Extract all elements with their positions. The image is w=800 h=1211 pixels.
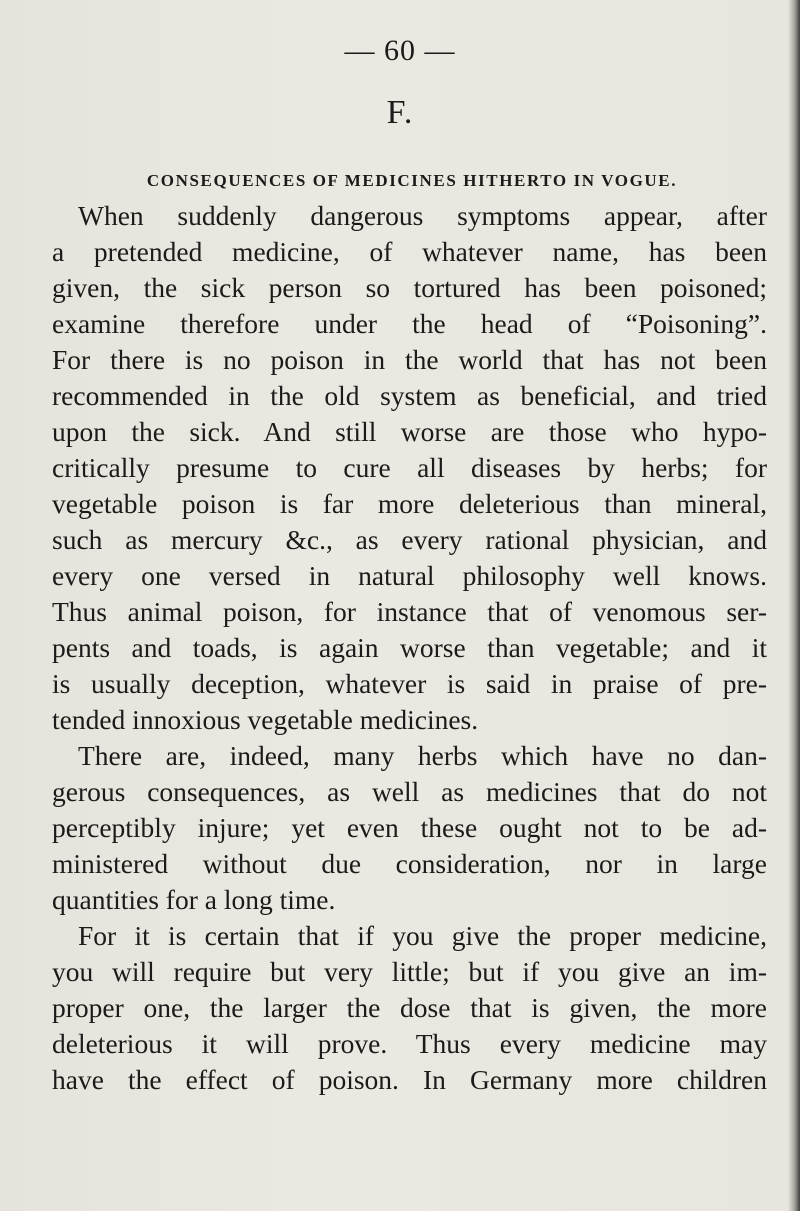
text-line: perceptibly injure; yet even these ought not to be ad- bbox=[52, 812, 767, 843]
text-line: such as mercury &c., as every rational physician, and bbox=[52, 524, 767, 555]
body-text bbox=[52, 198, 767, 1098]
text-line: pents and toads, is again worse than vegetable; and it bbox=[52, 632, 767, 663]
text-line: When suddenly dangerous symptoms appear, after bbox=[78, 200, 767, 231]
text-line: recommended in the old system as beneficial, and tried bbox=[52, 380, 767, 411]
text-line: have the effect of poison. In Germany more children bbox=[52, 1064, 767, 1095]
text-line: every one versed in natural philosophy well knows. bbox=[52, 560, 767, 591]
text-line: given, the sick person so tortured has been poisoned; bbox=[52, 272, 767, 303]
text-line: For it is certain that if you give the proper medicine, bbox=[78, 920, 767, 951]
text-line: gerous consequences, as well as medicines that do not bbox=[52, 776, 767, 807]
text-line: deleterious it will prove. Thus every medicine may bbox=[52, 1028, 767, 1059]
text-line: critically presume to cure all diseases by herbs; for bbox=[52, 452, 767, 483]
text-line: upon the sick. And still worse are those who hypo- bbox=[52, 416, 767, 447]
page-edge-shadow bbox=[788, 0, 800, 1211]
section-letter: F. bbox=[386, 94, 414, 131]
text-line: you will require but very little; but if you give an im- bbox=[52, 956, 767, 987]
text-line: vegetable poison is far more deleterious than mineral, bbox=[52, 488, 767, 519]
text-line: Thus animal poison, for instance that of venomous ser- bbox=[52, 596, 767, 627]
section-heading: CONSEQUENCES OF MEDICINES HITHERTO IN VOGUE. bbox=[146, 171, 678, 190]
page-number: — 60 — bbox=[344, 34, 456, 67]
text-line: quantities for a long time. bbox=[52, 884, 336, 915]
text-line: a pretended medicine, of whatever name, has been bbox=[52, 236, 767, 267]
text-line: There are, indeed, many herbs which have no dan- bbox=[78, 740, 767, 771]
text-line: For there is no poison in the world that has not been bbox=[52, 344, 767, 375]
text-line: ministered without due consideration, nor in large bbox=[52, 848, 767, 879]
text-line: tended innoxious vegetable medicines. bbox=[52, 704, 479, 735]
text-line: is usually deception, whatever is said in praise of pre- bbox=[52, 668, 767, 699]
text-line: examine therefore under the head of “Poisoning”. bbox=[52, 308, 767, 339]
text-line: proper one, the larger the dose that is given, the more bbox=[52, 992, 767, 1023]
